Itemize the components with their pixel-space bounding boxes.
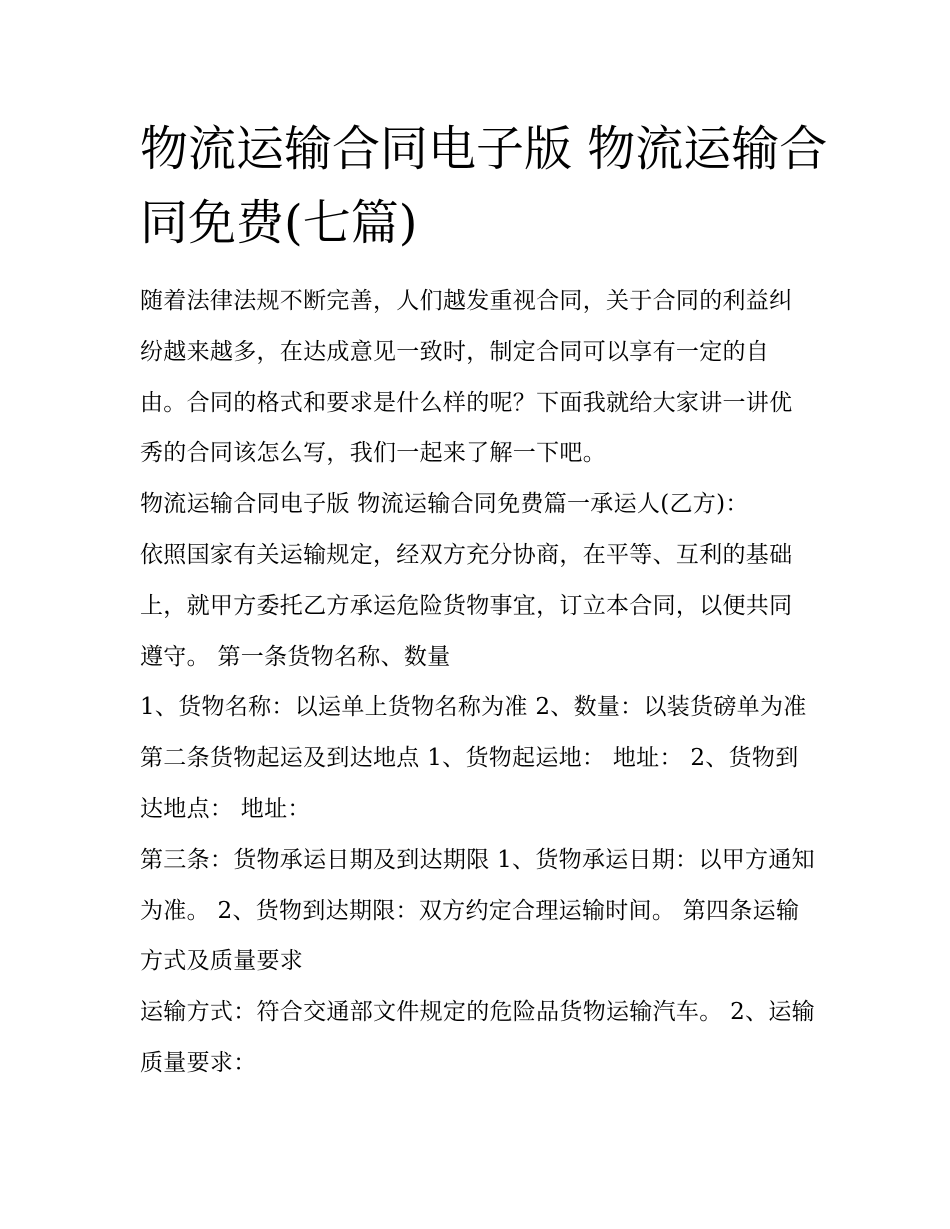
- paragraph-part-one-heading: 物流运输合同电子版 物流运输合同免费篇一承运人(乙方)：: [140, 491, 749, 518]
- paragraph-preamble: 依照国家有关运输规定，经双方充分协商，在平等、互利的基础上，就甲方委托乙方承运危险货物事宜，订立本合同，以便共同遵守。 第一条货物名称、数量: [140, 541, 793, 670]
- document-body: [140, 276, 815, 1089]
- document-title: 物流运输合同电子版 物流运输合同免费(七篇): [140, 121, 828, 251]
- paragraph-goods-and-locations: 1、货物名称：以运单上货物名称为准 2、数量：以装货磅单为准 第二条货物起运及到达地点 1、货物起运地： 地址： 2、货物到达地点： 地址：: [140, 694, 807, 822]
- paragraph-dates: 第三条：货物承运日期及到达期限 1、货物承运日期：以甲方通知为准。 2、货物到达期限：双方约定合理运输时间。 第四条运输方式及质量要求: [140, 846, 815, 975]
- paragraph-transport-method: 运输方式：符合交通部文件规定的危险品货物运输汽车。 2、运输质量要求：: [140, 999, 815, 1076]
- paragraph-intro: 随着法律法规不断完善，人们越发重视合同，关于合同的利益纠纷越来越多，在达成意见一致时，制定合同可以享有一定的自由。合同的格式和要求是什么样的呢？下面我就给大家讲一讲优秀的合同该怎么写，我们一起来了解一下吧。: [140, 288, 793, 467]
